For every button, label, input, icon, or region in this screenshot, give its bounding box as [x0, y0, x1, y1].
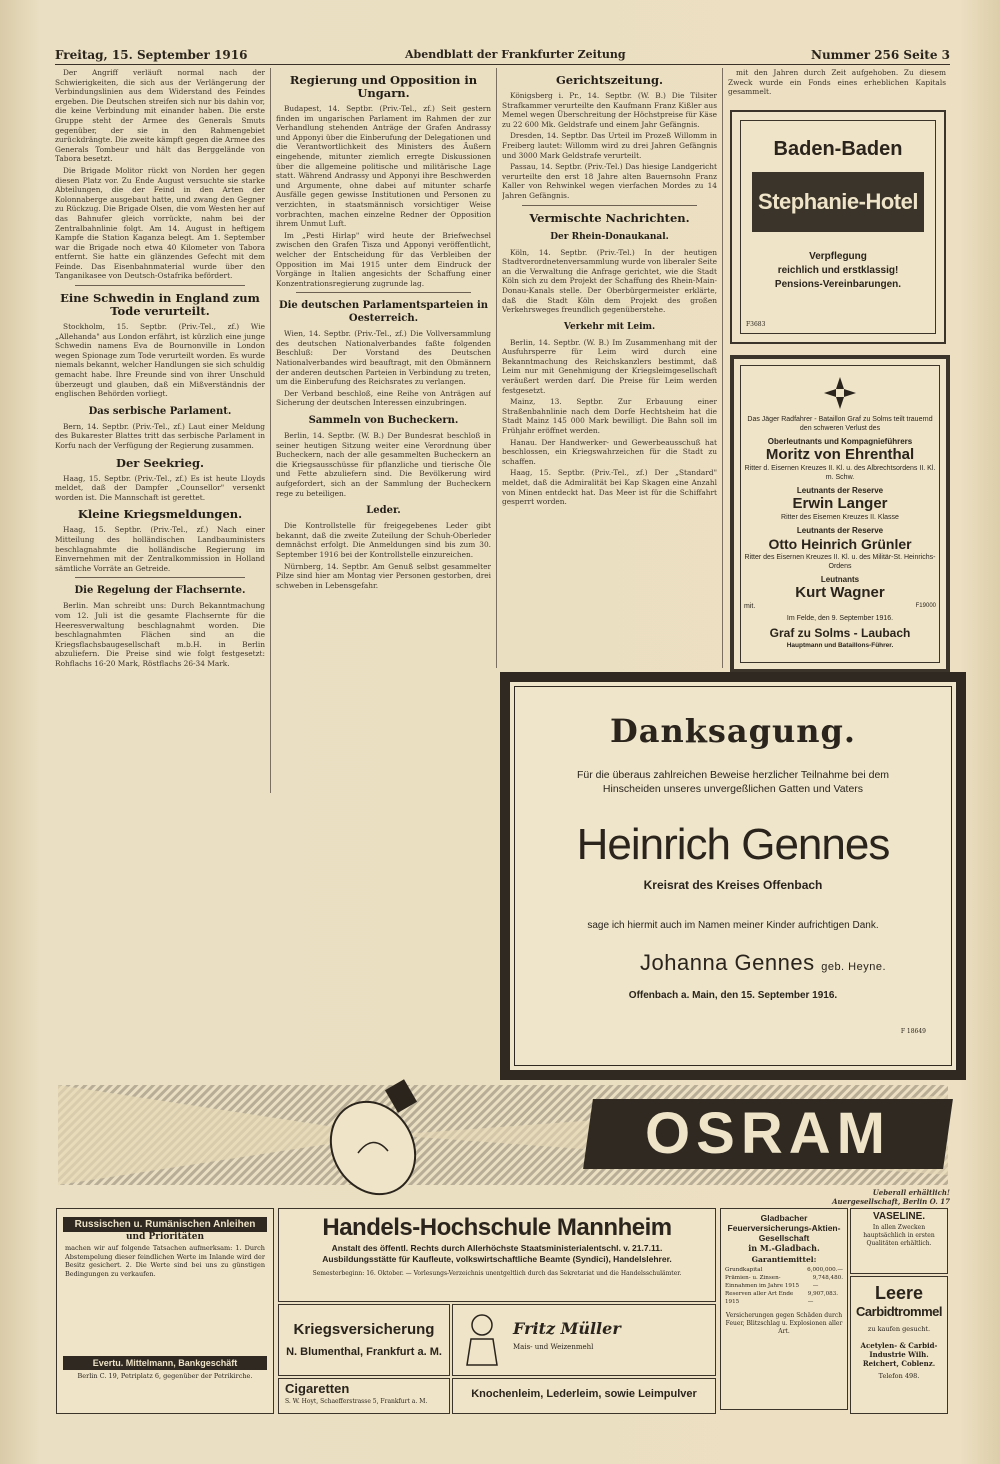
guarantee-value: 6,000,000.— [807, 1267, 843, 1273]
column-rule [496, 68, 497, 668]
obituary-name: Kurt Wagner [795, 584, 885, 601]
article-text: Hanau. Der Handwerker- und Gewerbeausschuß hat beschlossen, ein Kriegswahrzeichen für die Stadt zu schaffen. [502, 437, 717, 466]
header-date: Freitag, 15. September 1916 [55, 48, 248, 62]
article-text: Haag, 15. Septbr. (Priv.-Tel., zf.) Der „Standard" meldet, daß die Admiralität bei Kap Skagen eine Anzahl von Minen entdeckt hat. Das Meer ist für die Schiffahrt gesperrt worden. [502, 468, 717, 507]
article-text: Berlin. Man schreibt uns: Durch Bekanntmachung vom 12. Juli ist die gesamte Flachsernte für die Heeresverwaltung beschlagnahmt worden. Die beschlagnahmten Flächen sind an die Kriegsflachsbaugesellschaft m.b.H. in Berlin abzuliefern. Die Preise sind wie folgt festgesetzt: Rohflachs 16-20 Mark, Röstflachs 26-34 Mark. [55, 601, 265, 668]
carbide-phone: Telefon 498. [878, 1372, 920, 1380]
obituary-intro: Das Jäger Radfahrer - Bataillon Graf zu Solms teilt trauernd den schweren Verlust des [747, 416, 933, 432]
vaseline-title: VASELINE. [872, 1211, 926, 1222]
hochschule-line: Ausbildungsstätte für Kaufleute, volkswirtschaftliche Beamte (Syndici), Handelslehrer. [322, 1254, 672, 1264]
bank-ad-subtitle: und Prioritäten [125, 1232, 205, 1242]
deceased-role: Kreisrat des Kreises Offenbach [643, 878, 823, 892]
deceased-name: Heinrich Gennes [576, 820, 890, 869]
headline: Regierung und Opposition in Ungarn. [289, 73, 478, 100]
insurance-ad [278, 1304, 450, 1376]
ad-code: F19000 [915, 603, 936, 609]
osram-address: Auergesellschaft, Berlin O. 17 [832, 1197, 950, 1206]
subheadline: Verkehr mit Leim. [563, 321, 656, 332]
ad-code: F 18649 [900, 1028, 926, 1035]
hotel-ad [730, 110, 946, 344]
hotel-line: Verpflegung [809, 251, 867, 262]
carbide-title-2: Carbidtrommel [856, 1304, 942, 1319]
widow-name: Johanna Gennes [640, 950, 815, 975]
article-text: Köln, 14. Septbr. (Priv.-Tel.) In der heutigen Stadtverordnetenversammlung wurde von liberaler Seite an die Verwaltung die Anfrage gerichtet, wie die Stadt Köln sich zu dem Projekt der Schaffung des Rhein-Main-Donau-Kanals stelle. Der Oberbürgermeister erklärte, daß die Stadt Köln dem Projekt des großen Verkehrsweges freundlich gegenüberstehe. [502, 247, 717, 315]
article-text: Nürnberg, 14. Septbr. Am Genuß selbst gesammelter Pilze sind hier am Montag vier Personen gestorben, drei schweben in Lebensgefahr. [276, 561, 491, 590]
obituary-detail: Ritter des Eisernen Kreuzes II. Kl. u. des Militär-St. Heinrichs-Ordens [744, 554, 936, 570]
obituary-rank: Leutnants der Reserve [796, 526, 884, 535]
article-text: Die Brigade Molitor rückt von Norden her gegen diesen Platz vor. Zu Ende August versuchte sie starke Abteilungen, die der Feind in den Arten der Kolonnaberge ausgebaut hatte, und zwang den Gegner zu Rückzug. Die Brigade Olsen, die vom Westen her auf das Bahnufer gleich vorrückte, nahm bei der Zentralbahnlinie folgt. Am 14. August in heftigem Kampfe die Station Kaganza belegt. Am 1. September war die Brigade noch etwa 40 Kilometer von Tabora entfernt. Sie hatte ein glänzendes Gefecht mit dem Feinde. Das Eisenbahnmaterial wurde über den Tanganikasee von Deutsch-Ostafrika befördert. [55, 165, 265, 281]
column-1 [55, 68, 265, 793]
obituary-date: Im Felde, den 9. September 1916. [786, 615, 894, 622]
guarantee-value: 9,748,480.— [812, 1275, 843, 1289]
glue-ad [452, 1378, 716, 1414]
carbide-body: zu kaufen gesucht. [867, 1325, 931, 1333]
page-header [55, 48, 950, 65]
hochschule-line: Anstalt des öffentl. Rechts durch Allerhöchste Staatsministerialentschl. v. 21.7.11. [331, 1243, 663, 1253]
obituary-name: Moritz von Ehrenthal [765, 446, 915, 463]
article-text: Stockholm, 15. Septbr. (Priv.-Tel., zf.) Wie „Allehanda" aus London erfährt, ist kürzlich eine junge Schwedin namens Eva de Bournonville in London wegen Spionage zum Tode verurteilt worden. Es wurde niemals bekannt, welcher Handlungen sie sich schuldig gemacht habe. Ihre Freunde sind von ihrer Unschuld überzeugt und glauben, daß ein Mißverständnis der englischen Behörden vorliegt. [55, 322, 265, 399]
obituary-notice [730, 355, 950, 673]
hotel-city: Baden-Baden [773, 138, 903, 160]
column-2 [276, 68, 491, 793]
headline: Gerichtszeitung. [555, 73, 663, 87]
insurance-firm: N. Blumenthal, Frankfurt a. M. [286, 1346, 442, 1358]
article-text: Haag, 15. Septbr. (Priv.-Tel., zf.) Nach einer Mitteilung des holländischen Landbauministers beschlagnahmte die holländische Regierung im Einvernehmen mit der Zentralkommission in Holland sämtliche Vorräte an Getreide. [55, 525, 265, 573]
danksagung-line: Für die überaus zahlreichen Beweise herzlicher Teilnahme bei dem [576, 769, 890, 781]
hochschule-title: Handels-Hochschule Mannheim [322, 1214, 672, 1241]
fire-insurance-city: in M.-Gladbach. [748, 1243, 820, 1253]
article-text: Die Kontrollstelle für freigegebenes Leder gibt bekannt, daß die zweite Zuteilung der Schuh-Oberleder demnächst erfolgt. Die Anmeldungen sind bis zum 30. September 1916 bei der Kontrollstelle einzureichen. [276, 521, 491, 559]
headline: Sammeln von Bucheckern. [308, 415, 459, 427]
widow-suffix: geb. Heyne. [821, 961, 887, 973]
mill-brand: Fritz Müller [513, 1319, 621, 1338]
danksagung-title: Danksagung. [609, 712, 857, 750]
headline: Eine Schwedin in England zum Tode verurteilt. [60, 291, 260, 319]
obituary-detail: Ritter des Eisernen Kreuzes II. Klasse [781, 514, 899, 521]
obituary-name: Erwin Langer [792, 495, 888, 512]
fire-insurance-subtitle: Garantiemittel: [751, 1255, 817, 1264]
obituary-name: Otto Heinrich Grünler [768, 536, 912, 552]
headline: Die Regelung der Flachsernte. [74, 585, 246, 597]
obituary-rank: Leutnants der Reserve [796, 486, 884, 495]
vaseline-ad [850, 1208, 948, 1274]
bank-ad [56, 1208, 274, 1414]
cigarette-firm: S. W. Hoyt, Schaefferstrasse 5, Frankfurt a. M. [285, 1398, 428, 1405]
guarantee-label: Reserven aller Art Ende 1915 [725, 1291, 794, 1305]
bank-ad-title: Russischen u. Rumänischen Anleihen [63, 1217, 267, 1232]
glue-title: Knochenleim, Lederleim, sowie Leimpulver [471, 1388, 697, 1400]
fire-insurance-ad [720, 1208, 848, 1410]
article-text: mit den Jahren durch Zeit aufgehoben. Zu diesem Zweck wurde ein Fonds eines erheblichen Kapitals gesammelt. [728, 68, 946, 97]
header-masthead: Abendblatt der Frankfurter Zeitung [405, 48, 626, 61]
osram-tagline: Ueberall erhältlich! [872, 1188, 950, 1197]
cigarette-ad [278, 1378, 450, 1414]
column-3 [502, 68, 717, 668]
handelshochschule-ad [278, 1208, 716, 1302]
article-text: Berlin, 14. Septbr. (W. B.) Im Zusammenhang mit der Ausfuhrsperre für Leim wird durch eine Bekanntmachung des Reichskanzlers bestimmt, daß Leim nur mit Genehmigung der Kriegsleimgesellschaft veräußert werden darf. Die Preise für Leim werden festgesetzt. [502, 337, 717, 395]
danksagung-notice [500, 672, 966, 1080]
cigarette-title: Cigaretten [285, 1381, 350, 1396]
article-text: Passau, 14. Septbr. (Priv.-Tel.) Das hiesige Landgericht verurteilte den erst 18 Jahre alten Bauernsohn Franz Kaller von Rehwinkel wegen vierfachen Mordes zu 14 Jahren Gefängnis. [502, 162, 717, 200]
bank-ad-body: machen wir auf folgende Tatsachen aufmerksam: 1. Durch Abstempelung dieser feindlichen Werte im Inlande wird der Besitz gesichert. 2. Die Werte sind bei uns zu günstigen Bedingungen zu verkaufen. [65, 1244, 265, 1278]
column-rule [722, 68, 723, 668]
guarantee-value: 9,907,083.— [807, 1291, 839, 1305]
column-rule [270, 68, 271, 793]
insurance-title: Kriegsversicherung [293, 1321, 435, 1338]
article-text: Wien, 14. Septbr. (Priv.-Tel., zf.) Die Vollversammlung des deutschen Nationalverbandes faßte folgenden Beschluß: Der Vorstand des Deutschen Nationalverbandes wird beauftragt, mit den Obmännern der anderen deutschen Parteien in Verbindung zu treten, um die Einberufung des Reichsrates zu verlangen. [276, 329, 491, 387]
mill-subtitle: Mais- und Weizenmehl [513, 1343, 594, 1351]
danksagung-line: Hinscheiden unseres unvergeßlichen Gatten und Vaters [602, 783, 864, 795]
danksagung-place: Offenbach a. Main, den 15. September 1916. [628, 990, 838, 1001]
boy-figure-icon [459, 1311, 505, 1369]
light-bulb-icon [318, 1073, 438, 1203]
obituary-rank: Oberleutnants und Kompagnieführers [767, 437, 913, 446]
obituary-rank: Leutnants [820, 575, 860, 584]
subheadline: Der Rhein-Donaukanal. [550, 231, 669, 242]
osram-brand: OSRAM [645, 1101, 891, 1166]
mill-ad [452, 1304, 716, 1376]
obituary-mit: mit. [744, 603, 756, 610]
carbide-firm: Acetylen- & Carbid-Industrie Wilh. Reichert, Coblenz. [860, 1341, 938, 1368]
headline: Die deutschen Parlamentsparteien in Oesterreich. [278, 300, 489, 325]
headline: Das serbische Parlament. [88, 405, 232, 417]
hotel-line: reichlich und erstklassig! [777, 265, 899, 276]
article-text: Der Verband beschloß, eine Reihe von Anträgen auf Sicherung der deutschen Interessen einzubringen. [276, 388, 491, 408]
article-text: Haag, 15. Septbr. (Priv.-Tel., zf.) Es ist heute Lloyds meldet, daß der Dampfer „Counsellor" versenkt worden ist. Die Mannschaft ist gerettet. [55, 473, 265, 502]
danksagung-line: sage ich hiermit auch im Namen meiner Kinder aufrichtigen Dank. [587, 920, 879, 931]
obituary-detail: Ritter d. Eisernen Kreuzes II. Kl. u. des Albrechtsordens II. Kl. m. Schw. [744, 465, 936, 481]
article-text: Der Angriff verläuft normal nach der Schwierigkeiten, die sich aus der Verlängerung der Verbindungslinien aus dem Widerstand des Feindes ergeben. Die Deutschen streifen sich nur bis dahin vor, die keine Verbindung mit einander haben. Die erste Gruppe steht der Armee des Generals Smuts gegenüber, der sie in den Rahmengebiet zurückdrängte. Die zweite kämpft gegen die Armee des Generals Tombeur und hält das Berggelände von Tabora besetzt. [55, 68, 265, 164]
fire-insurance-body: Versicherungen gegen Schäden durch Feuer, Blitzschlag u. Explosionen aller Art. [725, 1312, 843, 1335]
ad-code: F3683 [746, 321, 766, 328]
fire-insurance-title: Gladbacher Feuerversicherungs-Aktien-Gesellschaft [727, 1213, 841, 1243]
osram-ad [58, 1085, 948, 1185]
obituary-signature: Graf zu Solms - Laubach [769, 626, 911, 640]
bank-ad-address: Berlin C. 19, Petriplatz 6, gegenüber der Petrikirche. [77, 1372, 253, 1380]
column-4-text [728, 68, 946, 108]
hotel-name: Stephanie-Hotel [752, 172, 924, 232]
headline: Der Seekrieg. [115, 455, 205, 470]
bank-ad-firm: Evertu. Mittelmann, Bankgeschäft [63, 1356, 267, 1370]
guarantee-label: Prämien- u. Zinsen-Einnahmen im Jahre 1915 [725, 1275, 800, 1289]
vaseline-body: In allen Zwecken hauptsächlich in ersten Qualitäten erhältlich. [863, 1224, 935, 1247]
article-text: Im „Pesti Hirlap" wird heute der Briefwechsel zwischen den Grafen Tisza und Apponyi veröffentlicht, welcher der Entscheidung für das Verbleiben der Opposition im Mai 1915 unter dem Eindruck der Vorgänge in Italien angesichts der Schaffung einer Konzentrationsregierung zugrunde lag. [276, 230, 491, 288]
header-issue: Nummer 256 Seite 3 [810, 48, 950, 62]
obituary-signature-title: Hauptmann und Bataillons-Führer. [786, 642, 894, 649]
guarantee-label: Grundkapital [725, 1267, 763, 1273]
carbide-title: Leere [874, 1283, 924, 1303]
article-text: Bern, 14. Septbr. (Priv.-Tel., zf.) Laut einer Meldung des Bukarester Blattes tritt das serbische Parlament in Korfu nach der Verfügung der Regierung zusammen. [55, 421, 265, 450]
article-text: Berlin, 14. Septbr. (W. B.) Der Bundesrat beschloß in seiner heutigen Sitzung weiter eine Verordnung über Bucheckern, nach der alle gesammelten Bucheckern an die Kriegsausschüsse für pflanzliche und tierische Öle und Fette abzuliefern sind. Die Bevölkerung wird aufgefordert, sich an der Sammlung der Bucheckern rege zu beteiligen. [276, 431, 491, 498]
article-text: Dresden, 14. Septbr. Das Urteil im Prozeß Willomm in Freiberg lautet: Willomm wird zu drei Jahren Gefängnis und 3000 Mark Geldstrafe verurteilt. [502, 131, 717, 160]
iron-cross-icon [822, 375, 858, 411]
headline: Leder. [366, 505, 401, 517]
article-text: Mainz, 13. Septbr. Zur Erbauung einer Straßenbahnlinie nach dem Dorfe Hechtsheim hat die Stadt Mainz 145 000 Mark bewilligt. Die Bahn soll im Frühjahr eröffnet werden. [502, 397, 717, 436]
article-text: Königsberg i. Pr., 14. Septbr. (W. B.) Die Tilsiter Strafkammer verurteilte den Kaufmann Franz Kißler aus Memel wegen Überschreitung der Höchstpreise für Käse zu 22 600 Mk. Geldstrafe und einem Jahr Gefängnis. [502, 91, 717, 129]
headline: Kleine Kriegsmeldungen. [77, 507, 243, 522]
hochschule-line: Semesterbeginn: 16. Oktober. — Vorlesungs-Verzeichnis unentgeltlich durch das Sekretariat und die Handelsschulämter. [312, 1270, 682, 1277]
hotel-line: Pensions-Vereinbarungen. [774, 279, 902, 290]
article-text: Budapest, 14. Septbr. (Priv.-Tel., zf.) Seit gestern finden im ungarischen Parlament im Rahmen der zur Verhandlung stehenden Anträge der Grafen Andrassy und Apponyi über die Einberufung der Delegationen und die Verantwortlichkeit des Ministers des Äußern eingehende, mitunter ziemlich erregte Diskussionen über die allgemeine politische und militärische Lage statt. Während Andrassy und Apponyi ihre Beschwerden und Argumente, ohne dabei auf mitunter scharfe Ausfälle gegen gewisse Institutionen und Personen zu verzichten, in staatsmännisch vorsichtiger Weise vorbrachten, machen einzelne Redner der Opposition ihrem Unmut Luft. [276, 104, 491, 229]
carbide-ad [850, 1276, 948, 1414]
headline: Vermischte Nachrichten. [529, 210, 690, 225]
